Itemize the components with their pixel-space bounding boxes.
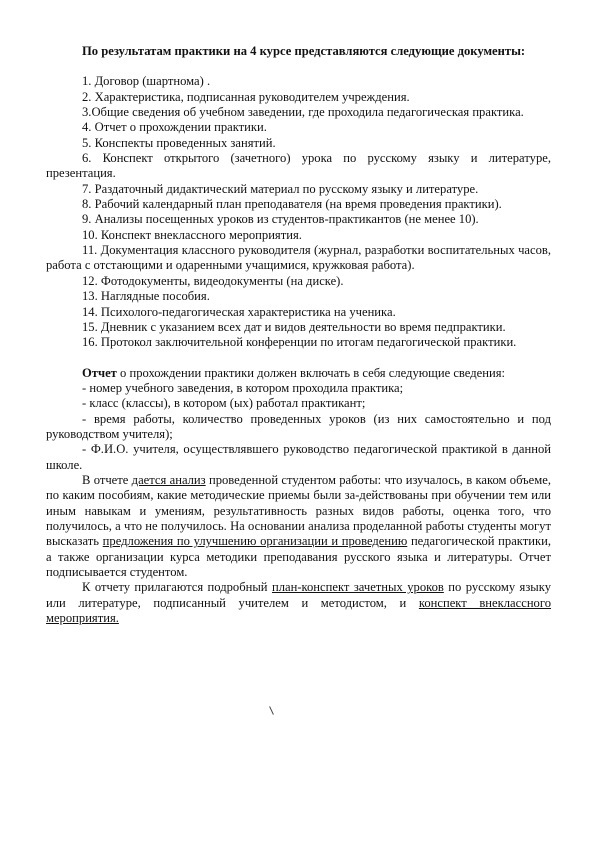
list-item: 15. Дневник с указанием всех дат и видов деятельности во время педпрактики. [82,319,506,334]
underlined-text: план-конспект зачетных уроков [271,580,444,595]
spacer [46,351,551,366]
heading: По результатам практики на 4 курсе представляются следующие документы: [82,44,526,58]
list-item: 14. Психолого-педагогическая характеристика на ученика. [82,304,396,319]
report-item: - время работы, количество проведенных уроков (из них самостоятельно и под руководством учителя); [46,411,551,441]
list-item: 6. Конспект открытого (зачетного) урока по русскому языку и литературе, презентация. [46,151,551,181]
list-item: 8. Рабочий календарный план преподавателя (на время проведения практики). [82,197,502,212]
list-item: 5. Конспекты проведенных занятий. [82,135,276,150]
report-intro [46,366,551,381]
report-item: - класс (классы), в котором (ых) работал практикант; [82,396,366,411]
report-analysis-paragraph [46,473,551,580]
list-item: 4. Отчет о прохождении практики. [82,120,267,135]
list-item: 13. Наглядные пособия. [82,289,210,304]
underlined-text: дается анализ [131,472,206,487]
list-item: 9. Анализы посещенных уроков из студентов-практикантов (не менее 10). [82,212,479,227]
report-items [46,381,551,473]
text-run: по русскому языку или литературе, подписанный учителем и методистом, и [46,580,551,610]
stray-pen-mark [269,706,274,715]
report-attachments-paragraph [46,580,551,626]
report-item: - номер учебного заведения, в котором проходила практика; [82,380,404,395]
text-run: проведенной студентом работы: что изучалось, в каком объеме, по каким пособиям, какие методические приемы были за-действованы при обучении тем или иным навыкам и умениям, результативность разных видов работы, оценка того, что получилось, а что не получилось. На основании анализа проделанной работы студенты могут высказать [46,472,551,549]
list-item: 16. Протокол заключительной конференции по итогам педагогической практики. [82,335,517,350]
list-item: 7. Раздаточный дидактический материал по русскому языку и литературе. [82,181,479,196]
list-item: 11. Документация классного руководителя (журнал, разработки воспитательных часов, работа с отстающими и одаренными учащимися, кружковая работа). [46,243,551,273]
spacer [46,59,551,74]
underlined-text: конспект внеклассного мероприятия. [46,595,551,626]
list-item: 12. Фотодокументы, видеодокументы (на диске). [82,273,344,288]
report-bold-word: Отчет [82,365,117,380]
text-run: педагогической практики, а также организации курса методики преподавания русского языка и литературы. Отчет подписывается студентом. [46,534,551,579]
report-item: - Ф.И.О. учителя, осуществлявшего руководство педагогической практикой в данной школе. [46,442,551,472]
documents-list [46,74,551,350]
underlined-text: предложения по улучшению организации и проведению [102,534,408,549]
report-intro-text: о прохождении практики должен включать в себя следующие сведения: [116,365,505,380]
text-run: В отчете [82,472,132,487]
list-item: 3.Общие сведения об учебном заведении, где проходила педагогическая практика. [82,105,524,120]
list-item: 2. Характеристика, подписанная руководителем учреждения. [82,89,410,104]
list-item: 10. Конспект внеклассного мероприятия. [82,227,302,242]
text-run: К отчету прилагаются подробный [82,580,272,595]
list-item: 1. Договор (шартнома) . [82,74,211,89]
document-page [46,44,551,626]
